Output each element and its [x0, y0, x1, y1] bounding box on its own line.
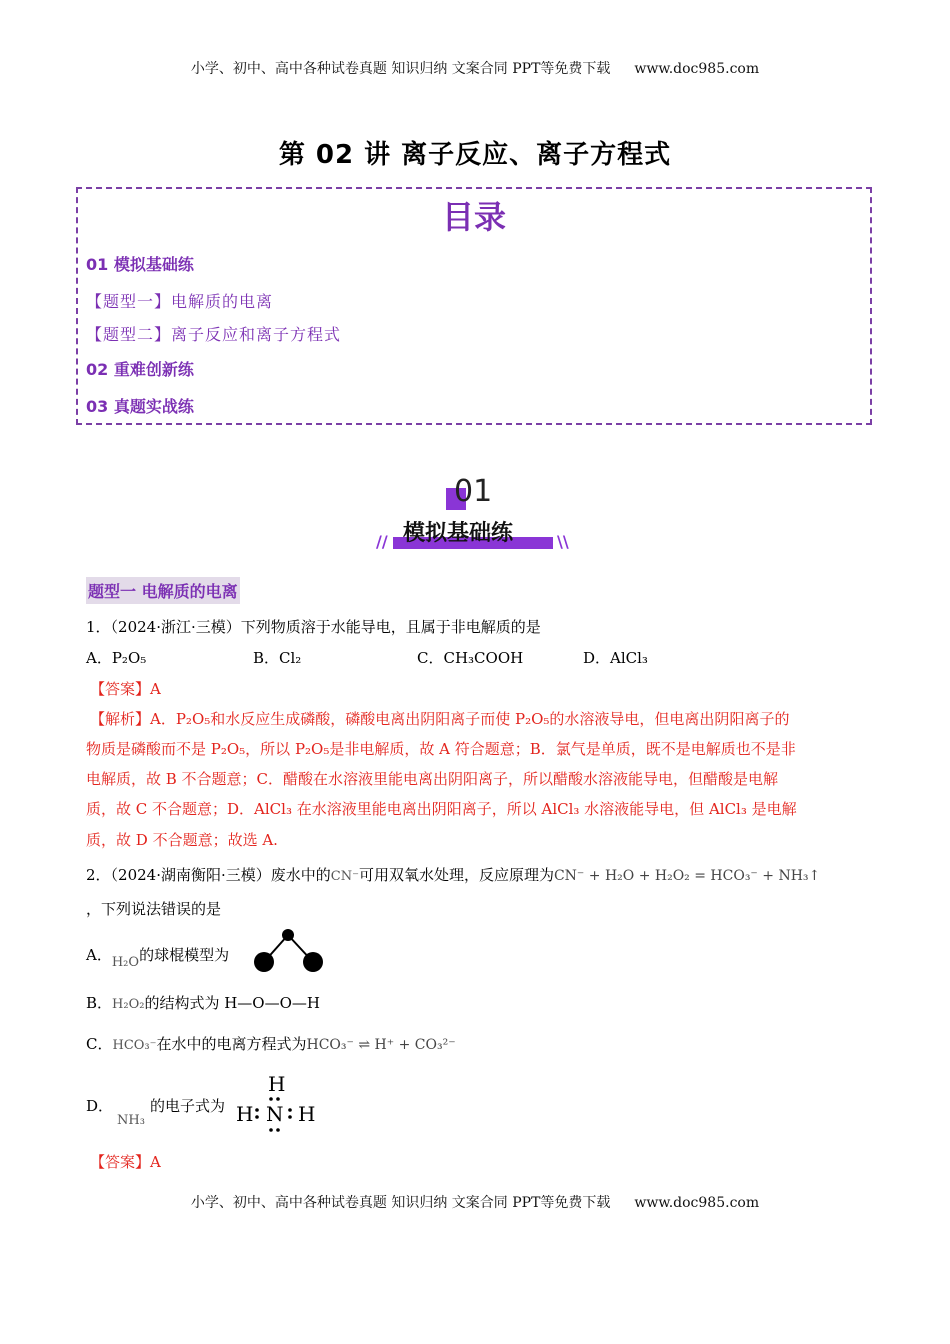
- q1-option-a[interactable]: A．P₂O₅: [86, 649, 147, 667]
- footer-text: 小学、初中、高中各种试卷真题 知识归纳 文案合同 PPT等免费下载: [190, 1195, 611, 1211]
- q2-answer-tag: 【答案】: [90, 1153, 151, 1171]
- q1-stem: 1．（2024·浙江·三模）下列物质溶于水能导电，且属于非电解质的是: [86, 618, 541, 636]
- q2-option-c-formula: HCO₃⁻: [112, 1038, 157, 1053]
- q2-stem-b: 可用双氧水处理，反应原理为: [358, 866, 554, 884]
- badge-slash-left-icon: //: [376, 532, 388, 551]
- ammonia-lewis-structure: [236, 1072, 326, 1138]
- header-text: 小学、初中、高中各种试卷真题 知识归纳 文案合同 PPT等免费下载: [190, 61, 611, 77]
- q1-analysis-line: 质，故 C 不合题意；D．AlCl₃ 在水溶液里能电离出阴阳离子，所以 AlCl₃ 水溶液能导电，但 AlCl₃ 是电解: [86, 800, 797, 818]
- q2-option-c-text: 在水中的电离方程式为: [156, 1035, 307, 1053]
- q1-option-b[interactable]: B．Cl₂: [253, 649, 302, 667]
- lewis-h-left: H: [236, 1102, 254, 1126]
- toc-item-sec1[interactable]: 01 模拟基础练: [86, 255, 194, 274]
- q2-option-b-formula: H₂O₂: [112, 997, 145, 1012]
- q2-answer-value: A: [150, 1153, 161, 1171]
- q2-option-b-label: B．: [86, 994, 113, 1012]
- q2-option-b[interactable]: [86, 992, 320, 1013]
- q2-stem-cont: ，下列说法错误的是: [86, 900, 222, 918]
- toc-heading: 目录: [441, 198, 506, 236]
- q1-answer-value: A: [150, 680, 161, 698]
- q1-answer: [90, 678, 161, 699]
- q2-answer: [90, 1151, 161, 1172]
- lewis-n: N: [266, 1102, 284, 1126]
- toc-item-sub1[interactable]: 【题型一】电解质的电离: [86, 292, 274, 311]
- lewis-h-top: H: [268, 1072, 286, 1096]
- lewis-h-right: H: [298, 1102, 316, 1126]
- page-header: [0, 58, 950, 78]
- toc-item-sec3[interactable]: 03 真题实战练: [86, 397, 194, 416]
- q2-option-a-text: 的球棍模型为: [139, 946, 230, 964]
- q1-option-d[interactable]: D．AlCl₃: [583, 649, 648, 667]
- q2-option-d-label: D．: [86, 1097, 114, 1115]
- q2-option-d-formula: NH₃: [117, 1113, 145, 1128]
- q1-analysis-line: 电解质，故 B 不合题意；C．醋酸在水溶液里能电离出阴阳离子，所以醋酸水溶液能导电，但醋酸是电解: [86, 770, 779, 788]
- q1-analysis-line: 质，故 D 不合题意；故选 A.: [86, 831, 278, 849]
- badge-label: 模拟基础练: [403, 521, 514, 546]
- q2-equation: CN⁻ + H₂O + H₂O₂ = HCO₃⁻ + NH₃↑: [553, 868, 821, 884]
- q2-option-b-text: 的结构式为 H—O—O—H: [144, 994, 320, 1012]
- badge-number: 01: [454, 474, 493, 509]
- q2-stem: [86, 864, 820, 885]
- q2-option-a-formula: H₂O: [111, 955, 140, 970]
- q2-option-c[interactable]: [86, 1033, 456, 1054]
- page-footer: [0, 1192, 950, 1212]
- q1-analysis-line: 【解析】A．P₂O₅和水反应生成磷酸，磷酸电离出阴阳离子而使 P₂O₅的水溶液导电，但电离出阴阳离子的: [90, 710, 790, 728]
- toc-item-sub2[interactable]: 【题型二】离子反应和离子方程式: [86, 325, 342, 344]
- q2-option-d-text: 的电子式为: [150, 1097, 226, 1115]
- q1-option-c[interactable]: C．CH₃COOH: [417, 649, 524, 667]
- lewis-electron-dots-icon: [236, 1072, 326, 1138]
- q2-stem-a: 2．（2024·湖南衡阳·三模）废水中的: [86, 866, 331, 884]
- q2-option-c-label: C．: [86, 1035, 113, 1053]
- q1-answer-tag: 【答案】: [90, 680, 151, 698]
- q2-option-d[interactable]: [86, 1095, 113, 1116]
- badge-slash-right-icon: \\: [557, 532, 569, 551]
- q2-option-a[interactable]: [86, 944, 229, 970]
- q2-option-a-label: A．: [86, 946, 112, 964]
- q2-cn-formula: CN⁻: [330, 869, 359, 884]
- header-url[interactable]: www.doc985.com: [634, 61, 760, 77]
- q2-option-c-equation: HCO₃⁻ ⇌ H⁺ + CO₃²⁻: [306, 1037, 456, 1053]
- type1-heading: 题型一 电解质的电离: [86, 577, 240, 604]
- footer-url[interactable]: www.doc985.com: [634, 1195, 760, 1211]
- q1-analysis-line: 物质是磷酸而不是 P₂O₅，所以 P₂O₅是非电解质，故 A 符合题意；B．氯气是单质，既不是电解质也不是非: [86, 740, 796, 758]
- water-ball-stick-icon: [248, 925, 328, 975]
- page-title: 第 02 讲 离子反应、离子方程式: [278, 140, 672, 170]
- toc-item-sec2[interactable]: 02 重难创新练: [86, 360, 194, 379]
